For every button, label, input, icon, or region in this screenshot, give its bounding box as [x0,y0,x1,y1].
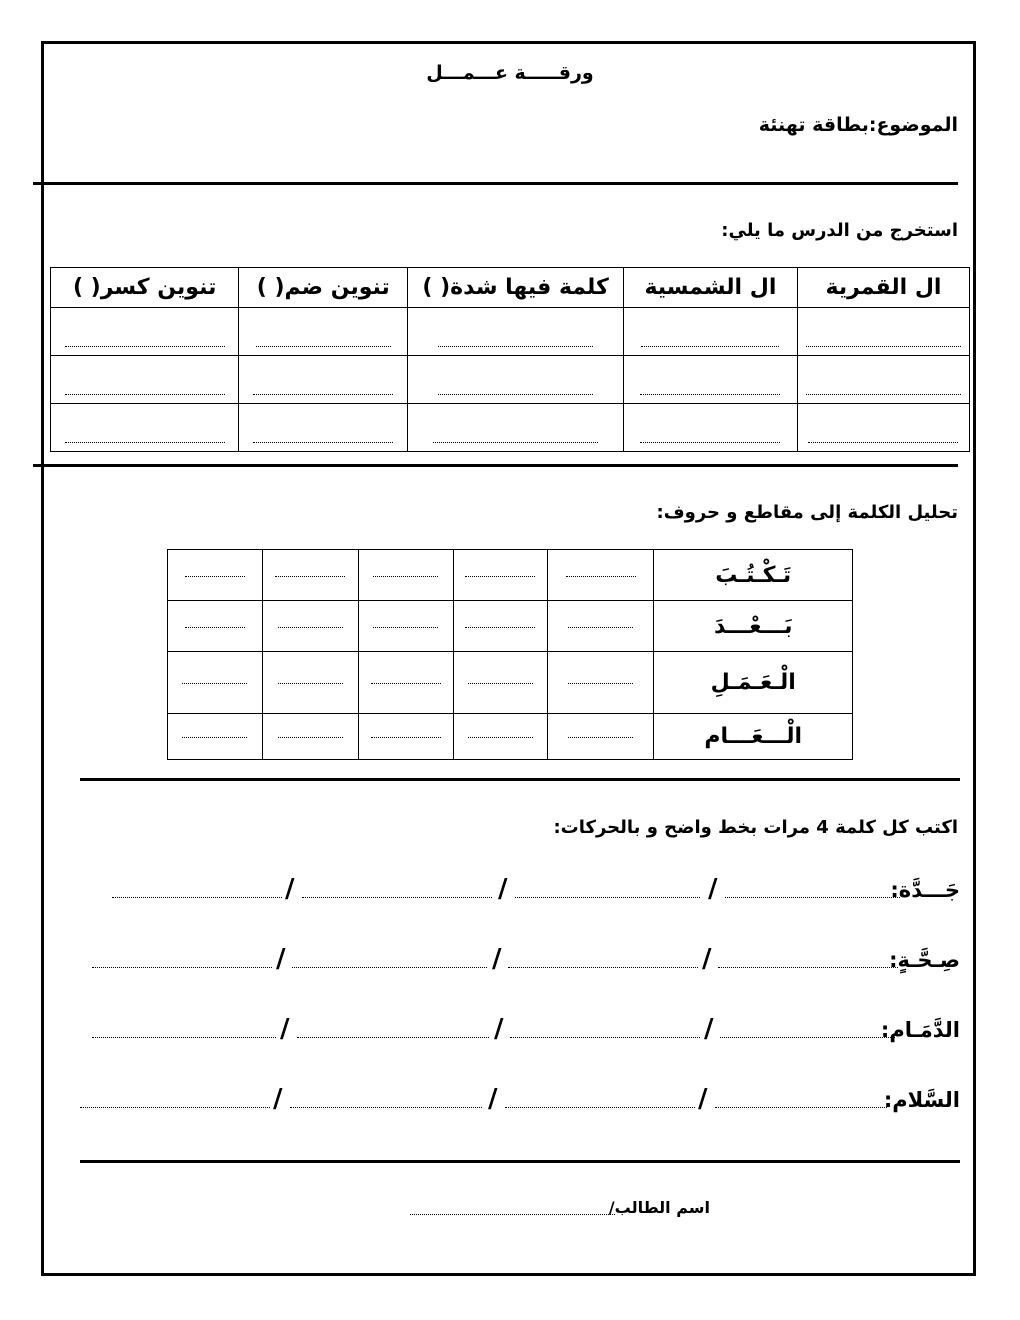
divider [33,464,958,467]
writing-line[interactable] [715,1106,887,1108]
syllable-table [167,549,853,760]
separator-slash: / [285,874,295,904]
syllable-cell[interactable] [358,652,453,714]
syllable-cell[interactable] [168,714,263,760]
syllable-cell[interactable] [453,714,547,760]
table-header-row [51,268,970,308]
syllable-cell[interactable] [358,550,453,601]
word-label: السَّلام: [883,1088,960,1112]
section3-heading: اكتب كل كلمة 4 مرات بخط واضح و بالحركات: [553,817,958,838]
writing-line[interactable] [297,1036,489,1038]
word-cell: بَـــعْـــدَ [654,601,853,652]
header-shamsi: ال الشمسية [623,268,797,308]
writing-row [80,1078,960,1114]
writing-row [80,1008,960,1044]
student-name-line[interactable] [410,1214,615,1215]
writing-line[interactable] [80,1106,270,1108]
header-qamari: ال القمرية [797,268,969,308]
syllable-cell[interactable] [262,652,358,714]
syllable-cell[interactable] [262,714,358,760]
separator-slash: / [273,1084,283,1114]
answer-cell[interactable] [51,308,239,356]
answer-cell[interactable] [623,404,797,452]
answer-cell[interactable] [51,404,239,452]
word-label: الدَّمَـام: [880,1018,960,1042]
answer-cell[interactable] [239,404,408,452]
worksheet-title: ورقـــــة عـــمـــل [426,62,594,84]
separator-slash: / [704,1014,714,1044]
table-row [51,308,970,356]
writing-line[interactable] [92,966,272,968]
writing-line[interactable] [510,1036,700,1038]
writing-row [80,868,960,904]
separator-slash: / [494,1014,504,1044]
answer-cell[interactable] [797,356,969,404]
header-tanween-kasr: تنوين كسر( ) [51,268,239,308]
writing-line[interactable] [290,1106,482,1108]
word-label: جَـــدَّة: [890,878,960,902]
syllable-cell[interactable] [547,601,654,652]
writing-line[interactable] [718,966,898,968]
writing-line[interactable] [112,896,282,898]
table-row [51,404,970,452]
syllable-cell[interactable] [168,550,263,601]
separator-slash: / [492,944,502,974]
answer-cell[interactable] [51,356,239,404]
table-row [168,601,853,652]
section1-heading: استخرج من الدرس ما يلي: [721,220,958,241]
header-shadda: كلمة فيها شدة( ) [408,268,624,308]
table-row [168,714,853,760]
writing-row [80,938,960,974]
separator-slash: / [708,874,718,904]
answer-cell[interactable] [797,308,969,356]
writing-line[interactable] [508,966,698,968]
syllable-cell[interactable] [547,714,654,760]
divider [80,1160,960,1163]
separator-slash: / [488,1084,498,1114]
syllable-cell[interactable] [262,550,358,601]
syllable-cell[interactable] [453,601,547,652]
answer-cell[interactable] [623,308,797,356]
extraction-table [50,267,970,452]
syllable-cell[interactable] [358,714,453,760]
separator-slash: / [498,874,508,904]
table-row [168,550,853,601]
writing-line[interactable] [302,896,492,898]
syllable-cell[interactable] [547,550,654,601]
syllable-cell[interactable] [168,601,263,652]
table-row [168,652,853,714]
writing-line[interactable] [292,966,487,968]
student-name-label: اسم الطالب/ [608,1198,710,1217]
writing-line[interactable] [720,1036,895,1038]
answer-cell[interactable] [239,308,408,356]
answer-cell[interactable] [623,356,797,404]
answer-cell[interactable] [408,308,624,356]
separator-slash: / [698,1084,708,1114]
subject-line: الموضوع:بطاقة تهنئة [758,114,958,136]
writing-line[interactable] [505,1106,695,1108]
answer-cell[interactable] [797,404,969,452]
syllable-cell[interactable] [453,652,547,714]
table-row [51,356,970,404]
syllable-cell[interactable] [358,601,453,652]
answer-cell[interactable] [408,356,624,404]
writing-line[interactable] [725,896,900,898]
divider [80,778,960,781]
word-label: صِـحَّـةٍ: [889,948,960,972]
header-tanween-damm: تنوين ضم( ) [239,268,408,308]
word-cell: الْـعَـمَـلِ [654,652,853,714]
separator-slash: / [280,1014,290,1044]
divider [33,182,958,185]
syllable-cell[interactable] [547,652,654,714]
writing-line[interactable] [515,896,700,898]
word-cell: الْـــعَـــام [654,714,853,760]
answer-cell[interactable] [239,356,408,404]
syllable-cell[interactable] [168,652,263,714]
word-cell: تَـكْـتُـبَ [654,550,853,601]
syllable-cell[interactable] [262,601,358,652]
separator-slash: / [276,944,286,974]
separator-slash: / [702,944,712,974]
writing-line[interactable] [92,1036,276,1038]
answer-cell[interactable] [408,404,624,452]
section2-heading: تحليل الكلمة إلى مقاطع و حروف: [656,502,958,523]
syllable-cell[interactable] [453,550,547,601]
